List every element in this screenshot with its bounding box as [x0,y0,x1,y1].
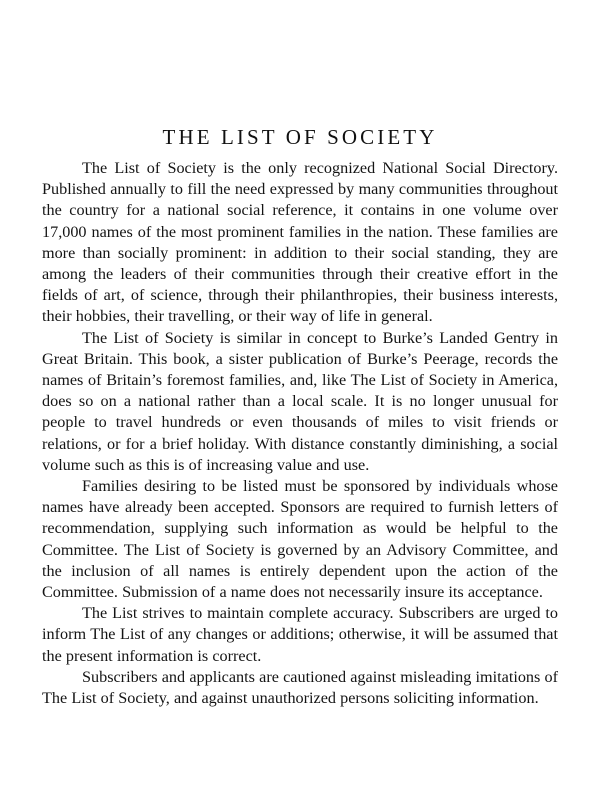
paragraph-4: The List strives to maintain complete accuracy. Subscribers are urged to inform The List of any changes or additions; otherwise, it will be assumed that the present information is correct. [42,604,558,665]
paragraph-2: The List of Society is similar in concept to Burke’s Landed Gentry in Great Britain. This book, a sister publication of Burke’s Peerage, records the names of Britain’s foremost families, and, like The List of Society in America, does so on a national rather than a local scale. It is no longer unusual for people to travel hundreds or even thousands of miles to visit friends or relations, or for a brief holiday. With distance constantly diminishing, a social volume such as this is of increasing value and use. [42,328,558,474]
body-text-block [42,158,558,709]
paragraph-5: Subscribers and applicants are cautioned against misleading imitations of The List of Society, and against unauthorized persons soliciting information. [42,667,558,708]
page-title: THE LIST OF SOCIETY [162,125,438,150]
paragraph-3: Families desiring to be listed must be sponsored by individuals whose names have already been accepted. Sponsors are required to furnish letters of recommendation, supplying such information as would be helpful to the Committee. The List of Society is governed by an Advisory Committee, and the inclusion of all names is entirely dependent upon the action of the Committee. Submission of a name does not necessarily insure its acceptance. [42,477,558,602]
paragraph-1: The List of Society is the only recognized National Social Directory. Published annually to fill the need expressed by many communities throughout the country for a national social reference, it contains in one volume over 17,000 names of the most prominent families in the nation. These families are more than socially prominent: in addition to their social standing, they are among the leaders of their communities through their creative effort in the fields of art, of science, through their philanthropies, their business interests, their hobbies, their travelling, or their way of life in general. [42,159,558,326]
